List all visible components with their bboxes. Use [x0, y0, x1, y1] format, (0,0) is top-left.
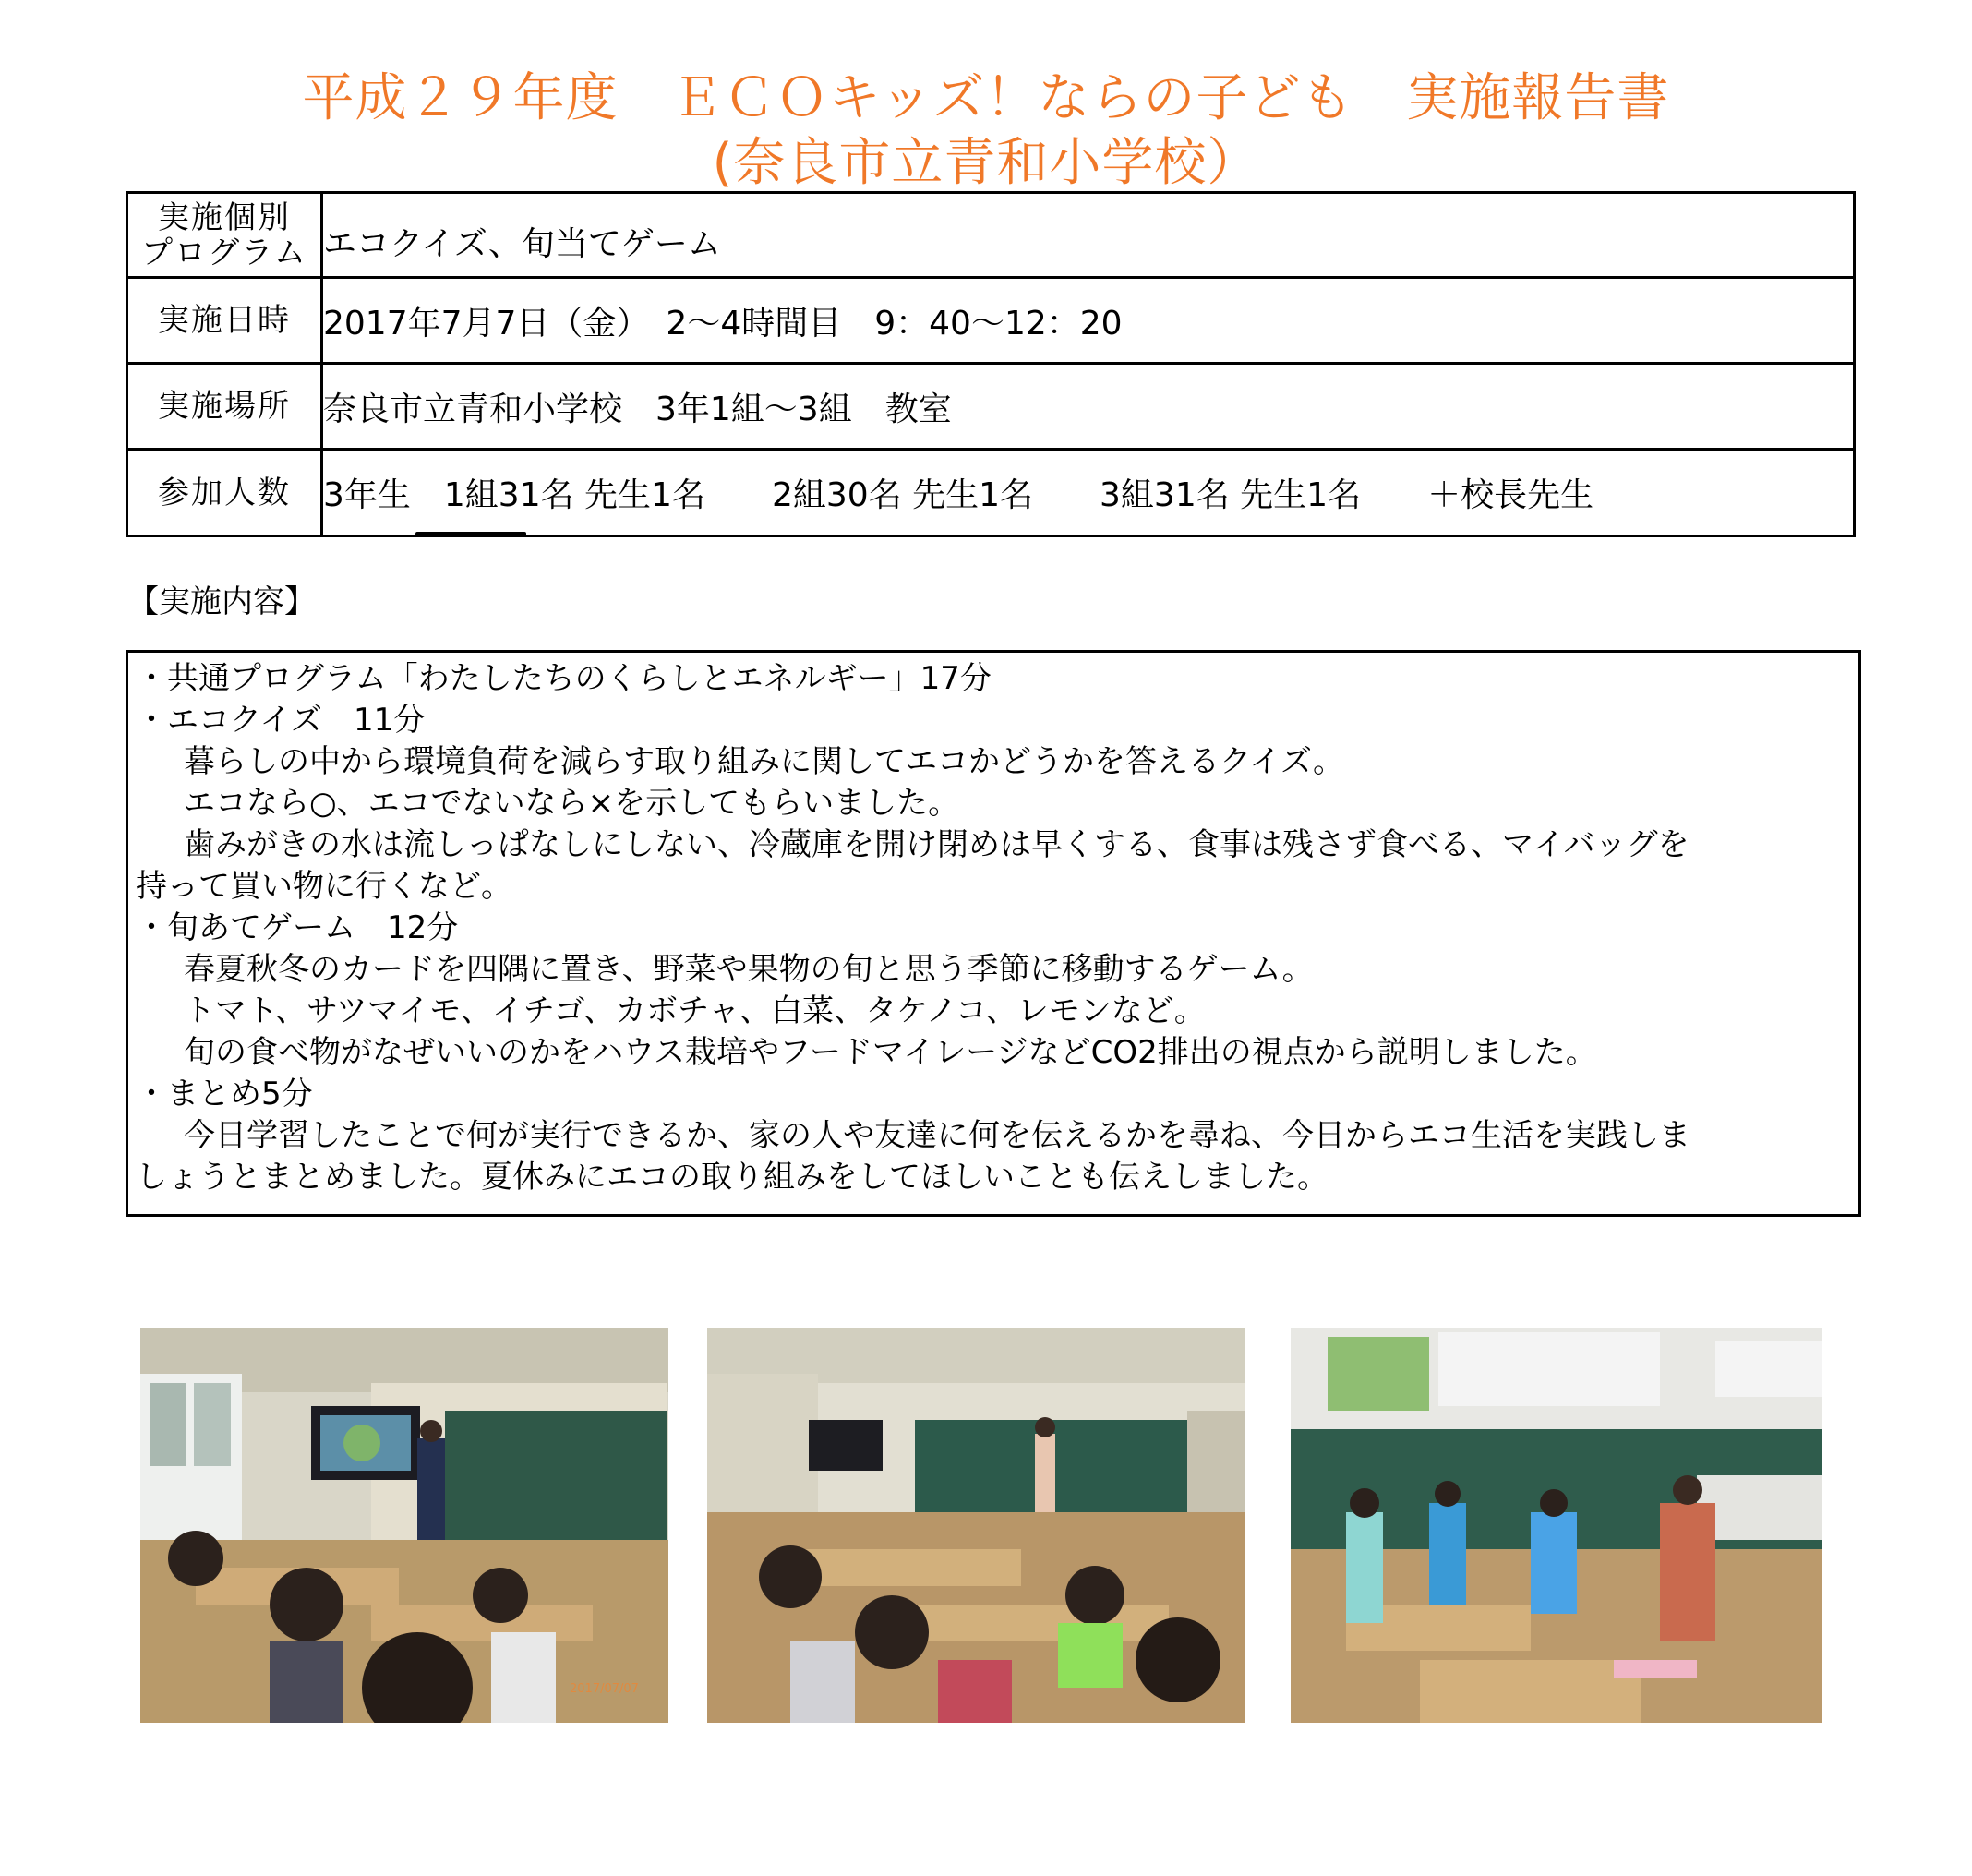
value-participants	[322, 450, 1855, 536]
contents-box	[126, 650, 1861, 1217]
label-program	[127, 193, 322, 278]
row-participants	[127, 450, 1855, 536]
value-datetime: 2017年7月7日（金） 2～4時間目 9：40～12：20	[322, 278, 1855, 364]
content-line: ・共通プログラム「わたしたちのくらしとエネルギー」17分	[136, 660, 992, 697]
label-program-text: 実施個別 プログラム	[141, 198, 307, 271]
content-line: 今日学習したことで何が実行できるか、家の人や友達に何を伝えるかを尋ね、今日からエコ生活を実践しま	[184, 1117, 1690, 1154]
participants-text: 3年生 1組31名 先生1名 2組30名 先生1名 3組31名 先生1名 ＋校長先生	[323, 476, 1594, 514]
label-participants: 参加人数	[127, 450, 322, 536]
info-table	[126, 191, 1856, 537]
report-title: 平成２９年度 ＥＣＯキッズ！ならの子ども 実施報告書	[302, 68, 1670, 128]
classroom-photo-3	[1291, 1328, 1822, 1723]
content-line: エコなら○、エコでないなら×を示してもらいました。	[184, 785, 960, 822]
row-datetime	[127, 278, 1855, 364]
content-line: ・旬あてゲーム 12分	[136, 909, 459, 946]
content-line: 旬の食べ物がなぜいいのかをハウス栽培やフードマイレージなどCO2排出の視点から説明しました。	[184, 1034, 1597, 1071]
classroom-photo-3-image	[1291, 1328, 1822, 1723]
row-program	[127, 193, 1855, 278]
classroom-photo-1	[140, 1328, 668, 1723]
content-line: 歯みがきの水は流しっぱなしにしない、冷蔵庫を開け閉めは早くする、食事は残さず食べる、マイバッグを	[184, 826, 1689, 863]
classroom-photo-1-image	[140, 1328, 668, 1723]
content-line: ・エコクイズ 11分	[136, 702, 426, 739]
section-heading: 【実施内容】	[127, 583, 316, 620]
photo-date-stamp: 2017/07/07	[570, 1682, 639, 1696]
content-line: ・まとめ5分	[136, 1076, 313, 1112]
content-line: 春夏秋冬のカードを四隅に置き、野菜や果物の旬と思う季節に移動するゲーム。	[184, 951, 1314, 988]
content-line: 暮らしの中から環境負荷を減らす取り組みに関してエコかどうかを答えるクイズ。	[184, 743, 1344, 780]
school-name-subtitle: (奈良市立青和小学校）	[712, 133, 1260, 193]
content-line: 持って買い物に行くなど。	[136, 868, 512, 905]
content-line: トマト、サツマイモ、イチゴ、カボチャ、白菜、タケノコ、レモンなど。	[184, 992, 1206, 1029]
classroom-photo-2	[707, 1328, 1245, 1723]
value-location: 奈良市立青和小学校 3年1組～3組 教室	[322, 364, 1855, 450]
label-datetime: 実施日時	[127, 278, 322, 364]
row-location	[127, 364, 1855, 450]
value-program: エコクイズ、旬当てゲーム	[322, 193, 1855, 278]
underline-mark	[415, 532, 526, 536]
classroom-photo-2-image	[707, 1328, 1245, 1723]
content-line: しょうとまとめました。夏休みにエコの取り組みをしてほしいことも伝えしました。	[136, 1159, 1329, 1196]
label-location: 実施場所	[127, 364, 322, 450]
